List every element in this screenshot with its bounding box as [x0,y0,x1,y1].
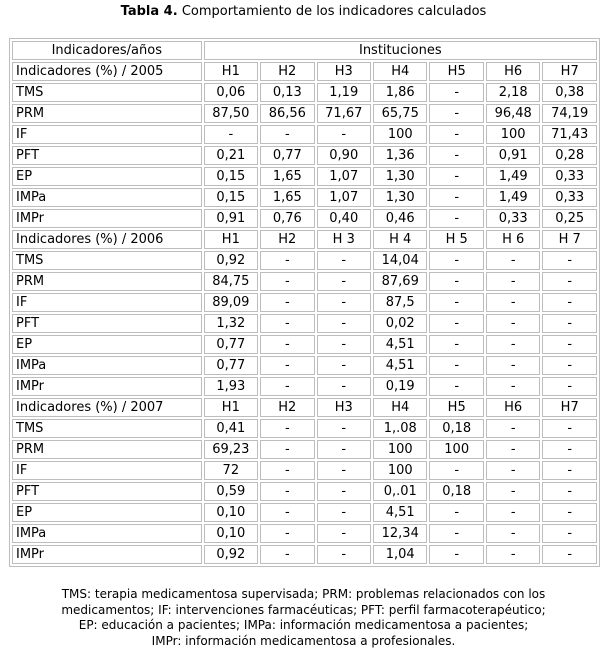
value-cell: - [260,524,314,543]
table-row [12,356,597,375]
value-cell: - [542,545,597,564]
value-cell: - [542,440,597,459]
section-label: Indicadores (%) / 2006 [12,230,202,249]
indicator-name: TMS [12,419,202,438]
value-cell: - [429,503,483,522]
value-cell: - [486,293,540,312]
value-cell: 0,06 [204,83,258,102]
value-cell: 0,40 [317,209,371,228]
value-cell: - [429,251,483,270]
footnote-line: TMS: terapia medicamentosa supervisada; PRM: problemas relacionados con los [61,587,546,601]
value-cell: 1,30 [373,188,427,207]
column-header: H1 [204,398,258,417]
indicator-name: PRM [12,104,202,123]
value-cell: - [429,377,483,396]
indicator-name: PFT [12,482,202,501]
value-cell: - [429,335,483,354]
table-row [12,125,597,144]
column-header: H4 [373,398,427,417]
value-cell: - [429,356,483,375]
value-cell: - [542,482,597,501]
table-row [12,251,597,270]
value-cell: - [260,461,314,480]
value-cell: - [260,419,314,438]
value-cell: - [486,503,540,522]
value-cell: 1,36 [373,146,427,165]
value-cell: 96,48 [486,104,540,123]
value-cell: 0,92 [204,251,258,270]
value-cell: - [260,440,314,459]
value-cell: - [260,293,314,312]
value-cell: - [317,125,371,144]
value-cell: - [429,524,483,543]
value-cell: - [429,293,483,312]
value-cell: 1,07 [317,167,371,186]
value-cell: - [429,461,483,480]
table-row [12,293,597,312]
value-cell: 100 [429,440,483,459]
value-cell: 100 [373,461,427,480]
table-row [12,188,597,207]
column-header: H2 [260,230,314,249]
table-row [12,503,597,522]
value-cell: - [429,104,483,123]
value-cell: 89,09 [204,293,258,312]
value-cell: - [486,482,540,501]
value-cell: - [429,545,483,564]
indicator-name: TMS [12,251,202,270]
value-cell: 0,19 [373,377,427,396]
table-number: Tabla 4. [120,4,178,19]
table-row [12,146,597,165]
table-title [0,4,607,19]
value-cell: - [260,482,314,501]
value-cell: 0,77 [204,335,258,354]
table-row [12,167,597,186]
section-header-row [12,230,597,249]
value-cell: 1,07 [317,188,371,207]
table-row [12,482,597,501]
indicator-name: IF [12,293,202,312]
value-cell: 0,46 [373,209,427,228]
value-cell: - [260,377,314,396]
value-cell: - [317,440,371,459]
table-row [12,524,597,543]
column-header: H5 [429,62,483,81]
value-cell: 84,75 [204,272,258,291]
value-cell: - [486,251,540,270]
value-cell: - [317,419,371,438]
value-cell: - [317,293,371,312]
value-cell: 1,49 [486,188,540,207]
value-cell: 0,92 [204,545,258,564]
value-cell: 1,19 [317,83,371,102]
table-body [12,41,597,564]
value-cell: 87,5 [373,293,427,312]
value-cell: - [486,314,540,333]
value-cell: - [486,335,540,354]
table-row [12,545,597,564]
column-header: H6 [486,398,540,417]
table-row [12,461,597,480]
value-cell: 72 [204,461,258,480]
value-cell: 1,32 [204,314,258,333]
value-cell: 0,91 [486,146,540,165]
column-header: H7 [542,62,597,81]
value-cell: 100 [486,125,540,144]
indicator-name: IMPr [12,545,202,564]
value-cell: - [260,356,314,375]
table-row [12,272,597,291]
value-cell: - [260,272,314,291]
value-cell: - [317,545,371,564]
value-cell: - [542,524,597,543]
value-cell: 12,34 [373,524,427,543]
column-header: H3 [317,62,371,81]
value-cell: 0,90 [317,146,371,165]
value-cell: 71,43 [542,125,597,144]
section-header-row [12,62,597,81]
footnote [0,587,607,649]
value-cell: 1,65 [260,188,314,207]
value-cell: 0,18 [429,482,483,501]
table-caption: Comportamiento de los indicadores calculados [181,4,487,19]
value-cell: 100 [373,125,427,144]
value-cell: - [429,188,483,207]
value-cell: 1,86 [373,83,427,102]
value-cell: 1,49 [486,167,540,186]
value-cell: 71,67 [317,104,371,123]
footnote-line: medicamentos; IF: intervenciones farmacéuticas; PFT: perfil farmacoterapéutico; [61,602,546,617]
value-cell: 1,30 [373,167,427,186]
indicator-name: IMPa [12,524,202,543]
value-cell: 0,.01 [373,482,427,501]
section-label: Indicadores (%) / 2005 [12,62,202,81]
column-header: H 3 [317,230,371,249]
value-cell: 87,50 [204,104,258,123]
value-cell: 0,77 [204,356,258,375]
value-cell: 1,04 [373,545,427,564]
value-cell: - [542,314,597,333]
footnote-line: IMPr: información medicamentosa a profesionales. [151,633,456,648]
value-cell: - [317,272,371,291]
value-cell: 4,51 [373,335,427,354]
value-cell: - [317,377,371,396]
header-institutions: Instituciones [204,41,597,60]
footnote-line: EP: educación a pacientes; IMPa: información medicamentosa a pacientes; [78,618,529,632]
column-header: H2 [260,398,314,417]
section-header-row [12,398,597,417]
value-cell: - [542,293,597,312]
indicator-name: IMPa [12,356,202,375]
value-cell: - [486,356,540,375]
value-cell: 0,10 [204,524,258,543]
value-cell: 87,69 [373,272,427,291]
value-cell: - [317,524,371,543]
value-cell: - [429,272,483,291]
value-cell: 0,21 [204,146,258,165]
value-cell: - [486,272,540,291]
value-cell: 2,18 [486,83,540,102]
value-cell: 1,.08 [373,419,427,438]
value-cell: - [486,524,540,543]
value-cell: - [542,419,597,438]
table-row [12,440,597,459]
value-cell: - [260,125,314,144]
indicator-name: EP [12,503,202,522]
column-header: H1 [204,230,258,249]
table-header-row [12,41,597,60]
value-cell: 0,76 [260,209,314,228]
column-header: H 5 [429,230,483,249]
value-cell: 0,41 [204,419,258,438]
indicator-name: IMPr [12,209,202,228]
column-header: H7 [542,398,597,417]
column-header: H5 [429,398,483,417]
value-cell: - [260,251,314,270]
value-cell: - [429,167,483,186]
value-cell: 0,15 [204,188,258,207]
column-header: H6 [486,62,540,81]
value-cell: - [260,503,314,522]
value-cell: 0,28 [542,146,597,165]
value-cell: 0,91 [204,209,258,228]
indicator-name: PRM [12,272,202,291]
indicator-name: EP [12,167,202,186]
value-cell: 0,25 [542,209,597,228]
value-cell: 0,59 [204,482,258,501]
table-row [12,377,597,396]
value-cell: - [486,545,540,564]
indicator-name: IMPr [12,377,202,396]
value-cell: - [429,125,483,144]
value-cell: 74,19 [542,104,597,123]
value-cell: 0,13 [260,83,314,102]
value-cell: - [317,482,371,501]
value-cell: - [429,83,483,102]
value-cell: 0,10 [204,503,258,522]
value-cell: - [317,503,371,522]
value-cell: 0,33 [486,209,540,228]
table-row [12,209,597,228]
value-cell: 1,93 [204,377,258,396]
value-cell: - [260,335,314,354]
column-header: H 7 [542,230,597,249]
table-row [12,83,597,102]
table-row [12,335,597,354]
value-cell: - [542,377,597,396]
value-cell: 4,51 [373,503,427,522]
value-cell: - [542,272,597,291]
indicator-name: PFT [12,314,202,333]
value-cell: 65,75 [373,104,427,123]
value-cell: - [429,146,483,165]
value-cell: 0,02 [373,314,427,333]
value-cell: - [317,335,371,354]
column-header: H1 [204,62,258,81]
value-cell: 0,77 [260,146,314,165]
value-cell: - [317,356,371,375]
value-cell: - [260,545,314,564]
value-cell: - [486,461,540,480]
value-cell: - [260,314,314,333]
value-cell: 0,38 [542,83,597,102]
column-header: H4 [373,62,427,81]
indicator-name: TMS [12,83,202,102]
value-cell: - [429,314,483,333]
value-cell: 0,18 [429,419,483,438]
header-indicators-years: Indicadores/años [12,41,202,60]
value-cell: - [542,251,597,270]
value-cell: 0,33 [542,188,597,207]
indicator-name: PFT [12,146,202,165]
value-cell: - [542,503,597,522]
value-cell: 1,65 [260,167,314,186]
table-row [12,104,597,123]
value-cell: - [542,335,597,354]
column-header: H3 [317,398,371,417]
column-header: H2 [260,62,314,81]
column-header: H 6 [486,230,540,249]
value-cell: - [542,461,597,480]
value-cell: 14,04 [373,251,427,270]
column-header: H 4 [373,230,427,249]
table-row [12,419,597,438]
value-cell: - [317,461,371,480]
value-cell: - [542,356,597,375]
indicator-name: IF [12,125,202,144]
value-cell: - [486,419,540,438]
value-cell: 4,51 [373,356,427,375]
section-label: Indicadores (%) / 2007 [12,398,202,417]
value-cell: 100 [373,440,427,459]
indicator-name: IMPa [12,188,202,207]
value-cell: - [204,125,258,144]
table-row [12,314,597,333]
value-cell: 0,15 [204,167,258,186]
value-cell: - [317,251,371,270]
indicators-table [9,38,600,567]
indicator-name: EP [12,335,202,354]
value-cell: - [486,440,540,459]
value-cell: 69,23 [204,440,258,459]
value-cell: 0,33 [542,167,597,186]
value-cell: - [317,314,371,333]
indicator-name: PRM [12,440,202,459]
value-cell: 86,56 [260,104,314,123]
value-cell: - [429,209,483,228]
value-cell: - [486,377,540,396]
indicator-name: IF [12,461,202,480]
